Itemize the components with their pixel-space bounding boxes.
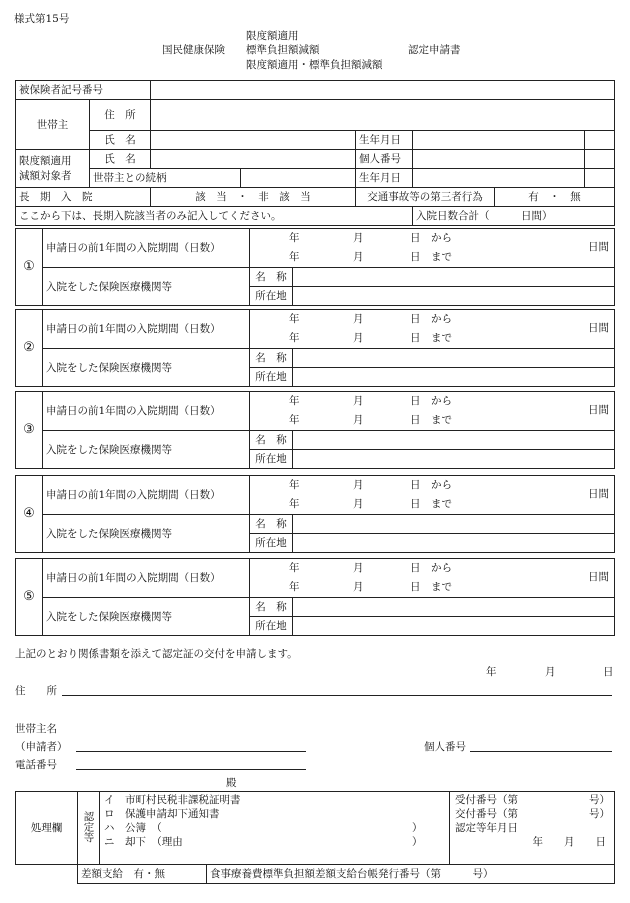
to-month: 月 [353,251,364,263]
hospital-location-field[interactable] [293,368,615,387]
cert-item-3[interactable]: ハ 公簿 （ [104,822,162,834]
diff-pay[interactable] [78,865,207,884]
cert-item-3-close: ） [412,822,423,834]
from-day: 日 から [410,232,452,244]
hospital-label: 入院をした保険医療機関等 [43,515,250,553]
period-number: ⑤ [16,559,43,636]
from-year: 年 [289,479,300,491]
blank-cell [16,865,78,884]
target-name-label: 氏 名 [90,150,151,169]
addressee: 殿 [226,777,237,789]
period-number: ① [16,229,43,306]
period-block [15,391,615,469]
hospital-name-label: 名 称 [250,268,293,287]
relation-label: 世帯主との続柄 [90,169,241,188]
hospital-label: 入院をした保険医療機関等 [43,268,250,306]
from-month: 月 [353,313,364,325]
hospital-name-label: 名 称 [250,349,293,368]
cert-items [100,792,450,865]
target-birth-label: 生年月日 [356,169,413,188]
hospital-location-label: 所在地 [250,534,293,553]
applicant-name-line[interactable] [76,751,306,752]
long-stay-label: 長 期 入 院 [16,188,151,207]
processing-label: 処理欄 [16,792,78,865]
hospital-location-field[interactable] [293,534,615,553]
hospital-name-field[interactable] [293,268,615,287]
period-number: ② [16,310,43,387]
from-month: 月 [353,232,364,244]
phone-line[interactable] [76,769,306,770]
from-day: 日 から [410,562,452,574]
days-label: 日間 [588,241,609,253]
period-label: 申請日の前1年間の入院期間（日数） [43,392,250,431]
to-year: 年 [289,581,300,593]
to-month: 月 [353,332,364,344]
target-label: 限度額適用 減額対象者 [16,150,90,188]
hospital-location-field[interactable] [293,287,615,306]
insurance-name: 国民健康保険 [162,44,225,56]
householder-name-label-2: 世帯主名 [15,723,57,735]
householder-birth-extra[interactable] [585,131,615,150]
days-label: 日間 [588,404,609,416]
hospital-name-field[interactable] [293,349,615,368]
to-year: 年 [289,498,300,510]
from-month: 月 [353,395,364,407]
period-dates[interactable] [250,476,615,515]
period-block [15,475,615,553]
title-suffix: 認定申請書 [408,44,461,56]
period-number: ④ [16,476,43,553]
days-label: 日間 [588,322,609,334]
issue-number-suffix: 号） [589,808,610,820]
from-month: 月 [353,562,364,574]
insured-number-label: 被保険者記号番号 [16,81,151,100]
diff-pay-label: 差額支給 [81,868,123,880]
hospital-location-field[interactable] [293,617,615,636]
period-block [15,558,615,636]
title-option-3: 限度額適用・標準負担額減額 [246,59,383,71]
target-birth-extra[interactable] [585,169,615,188]
total-days-field[interactable]: 入院日数合計（ 日間） [413,207,615,226]
cert-label: 認定等 [78,792,100,865]
cert-date-field[interactable]: 年 月 日 [532,836,606,848]
address-field[interactable] [151,100,615,131]
target-name-field[interactable] [151,150,356,169]
cert-item-4[interactable]: ニ 却下 （理由 [104,836,183,848]
from-year: 年 [289,395,300,407]
to-day: 日 まで [410,581,452,593]
long-stay-choice[interactable]: 該 当 ・ 非 該 当 [151,188,356,207]
to-day: 日 まで [410,498,452,510]
ledger-number[interactable]: 食事療養費標準負担額差額支給台帳発行番号（第 号） [207,865,615,884]
period-block [15,309,615,387]
cert-item-2[interactable]: ロ 保護申請却下通知書 [104,808,220,820]
hospital-location-label: 所在地 [250,287,293,306]
hospital-location-label: 所在地 [250,368,293,387]
address-label: 住 所 [90,100,151,131]
relation-field[interactable] [241,169,356,188]
hospital-name-label: 名 称 [250,515,293,534]
footer-personal-number-label: 個人番号 [424,741,466,753]
applicant-address-label: 住 所 [15,685,57,697]
period-label: 申請日の前1年間の入院期間（日数） [43,310,250,349]
applicant-label: （申請者） [15,741,68,753]
insured-number-field[interactable] [151,81,615,100]
from-year: 年 [289,232,300,244]
hospital-location-label: 所在地 [250,450,293,469]
long-stay-note: ここから下は、長期入院該当者のみ記入してください。 [16,207,413,226]
diff-pay-choice[interactable]: 有・無 [133,868,165,880]
hospital-location-field[interactable] [293,450,615,469]
period-label: 申請日の前1年間の入院期間（日数） [43,559,250,598]
from-month: 月 [353,479,364,491]
householder-label: 世帯主 [16,100,90,150]
hospital-name-label: 名 称 [250,431,293,450]
hospital-label: 入院をした保険医療機関等 [43,598,250,636]
title-option-2: 標準負担額減額 [246,44,320,56]
personal-number-extra[interactable] [585,150,615,169]
third-party-label: 交通事故等の第三者行為 [356,188,495,207]
from-day: 日 から [410,395,452,407]
to-year: 年 [289,332,300,344]
cert-date-label: 認定等年月日 [455,822,518,834]
period-dates[interactable] [250,310,615,349]
period-dates[interactable] [250,392,615,431]
period-dates[interactable] [250,229,615,268]
hospital-label: 入院をした保険医療機関等 [43,349,250,387]
days-label: 日間 [588,488,609,500]
form-number: 様式第15号 [14,13,70,25]
period-dates[interactable] [250,559,615,598]
hospital-label: 入院をした保険医療機関等 [43,431,250,469]
third-party-choice[interactable]: 有 ・ 無 [495,188,615,207]
to-day: 日 まで [410,414,452,426]
date-day-label: 日 [603,666,614,678]
householder-birth-field[interactable] [413,131,585,150]
to-month: 月 [353,414,364,426]
to-year: 年 [289,414,300,426]
householder-name-field[interactable] [151,131,356,150]
from-day: 日 から [410,313,452,325]
receipt-number-suffix: 号） [589,794,610,806]
issue-number-label: 交付番号（第 [455,808,518,820]
personal-number-field[interactable] [413,150,585,169]
period-label: 申請日の前1年間の入院期間（日数） [43,476,250,515]
cert-item-1[interactable]: イ 市町村民税非課税証明書 [104,794,241,806]
householder-name-label: 氏 名 [90,131,151,150]
cert-item-4-close: ） [412,836,423,848]
period-number: ③ [16,392,43,469]
to-day: 日 まで [410,251,452,263]
hospital-name-label: 名 称 [250,598,293,617]
target-birth-field[interactable] [413,169,585,188]
hospital-location-label: 所在地 [250,617,293,636]
from-year: 年 [289,562,300,574]
to-year: 年 [289,251,300,263]
from-day: 日 から [410,479,452,491]
applicant-table [15,80,615,226]
receipt-info [450,792,615,865]
date-year-label: 年 [486,666,497,678]
declaration: 上記のとおり関係書類を添えて認定証の交付を申請します。 [15,648,298,660]
title-option-1: 限度額適用 [246,30,299,42]
to-day: 日 まで [410,332,452,344]
period-block [15,228,615,306]
hospital-name-field[interactable] [293,431,615,450]
date-month-label: 月 [545,666,556,678]
householder-birth-label: 生年月日 [356,131,413,150]
personal-number-label: 個人番号 [356,150,413,169]
processing-table [15,791,615,884]
from-year: 年 [289,313,300,325]
period-label: 申請日の前1年間の入院期間（日数） [43,229,250,268]
hospital-name-field[interactable] [293,598,615,617]
to-month: 月 [353,581,364,593]
footer-personal-number-line[interactable] [470,751,612,752]
applicant-address-line[interactable] [62,695,612,696]
hospital-name-field[interactable] [293,515,615,534]
days-label: 日間 [588,571,609,583]
to-month: 月 [353,498,364,510]
receipt-number-label: 受付番号（第 [455,794,518,806]
phone-label: 電話番号 [15,759,57,771]
